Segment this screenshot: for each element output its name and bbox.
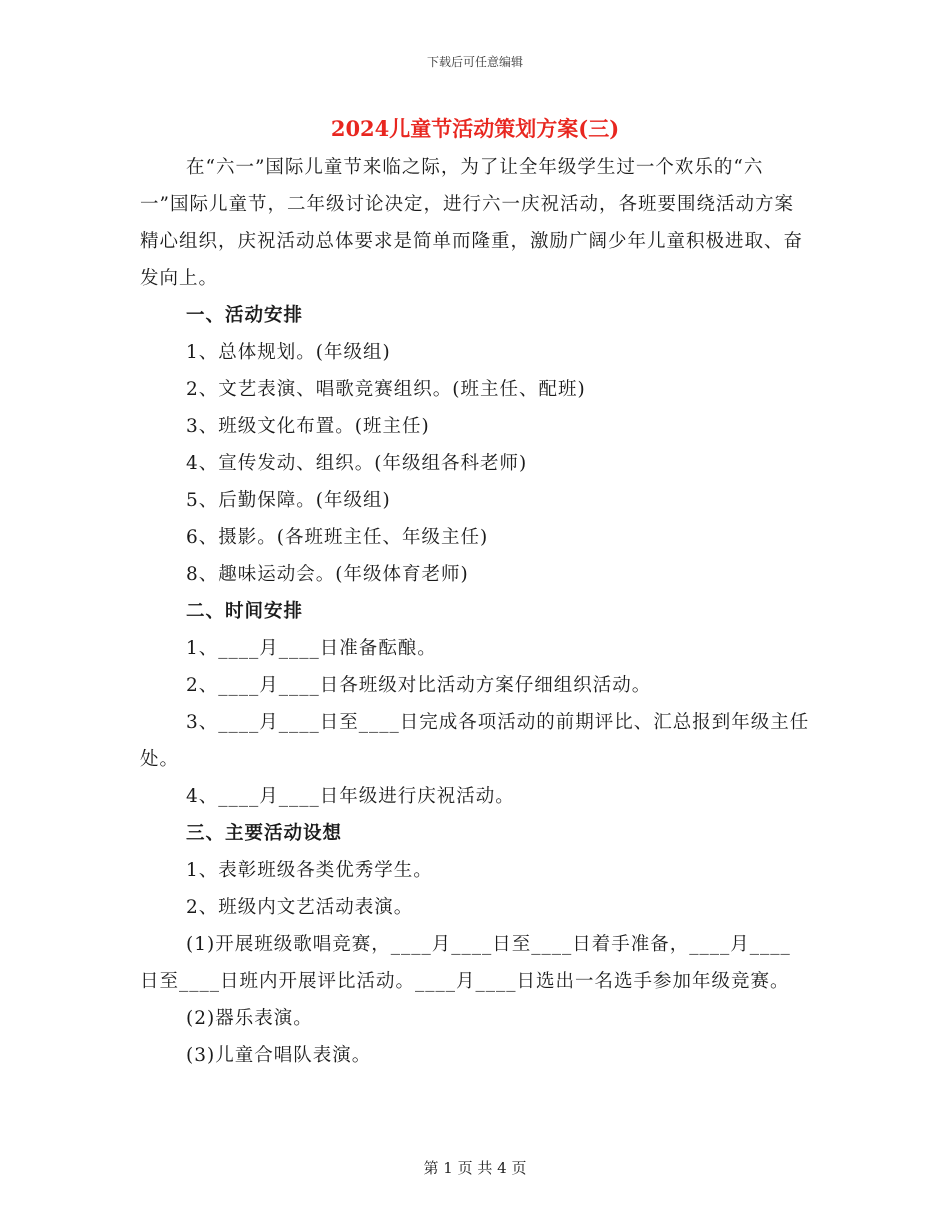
paragraph: 1、____月____日准备酝酿。 bbox=[186, 638, 437, 659]
paragraph: 2、班级内文艺活动表演。 bbox=[186, 897, 414, 918]
page-footer: 第 1 页 共 4 页 bbox=[423, 1159, 527, 1177]
section-heading: 二、时间安排 bbox=[186, 601, 304, 622]
paragraph: 6、摄影。(各班班主任、年级主任) bbox=[186, 527, 489, 548]
paragraph: 1、总体规划。(年级组) bbox=[186, 342, 391, 363]
document-title: 2024儿童节活动策划方案(三) bbox=[330, 116, 620, 141]
paragraph: (2)器乐表演。 bbox=[186, 1008, 313, 1029]
paragraph: 5、后勤保障。(年级组) bbox=[186, 490, 391, 511]
paragraph: 3、班级文化布置。(班主任) bbox=[186, 416, 430, 437]
page-header: 下载后可任意编辑 bbox=[426, 55, 523, 69]
paragraph: 2、文艺表演、唱歌竞赛组织。(班主任、配班) bbox=[186, 379, 586, 400]
section-heading: 一、活动安排 bbox=[186, 305, 304, 326]
paragraph: 4、宣传发动、组织。(年级组各科老师) bbox=[186, 453, 528, 474]
paragraph: 在“六一”国际儿童节来临之际，为了让全年级学生过一个欢乐的“六一”国际儿童节，二年级讨论决定，进行六一庆祝活动，各班要围绕活动方案精心组织，庆祝活动总体要求是简单而隆重，激励广阔少年儿童积极进取、奋发向上。 bbox=[140, 157, 804, 289]
paragraph: 4、____月____日年级进行庆祝活动。 bbox=[186, 786, 515, 807]
paragraph: (1)开展班级歌唱竞赛，____月____日至____日着手准备，____月____日至____日班内开展评比活动。____月____日选出一名选手参加年级竞赛。 bbox=[140, 934, 791, 992]
paragraph: 8、趣味运动会。(年级体育老师) bbox=[186, 564, 469, 585]
document-body bbox=[140, 149, 810, 1074]
paragraph: 1、表彰班级各类优秀学生。 bbox=[186, 860, 433, 881]
paragraph: 2、____月____日各班级对比活动方案仔细组织活动。 bbox=[186, 675, 652, 696]
paragraph: (3)儿童合唱队表演。 bbox=[186, 1045, 372, 1066]
section-heading: 三、主要活动设想 bbox=[186, 823, 343, 844]
paragraph: 3、____月____日至____日完成各项活动的前期评比、汇总报到年级主任处。 bbox=[140, 712, 810, 770]
